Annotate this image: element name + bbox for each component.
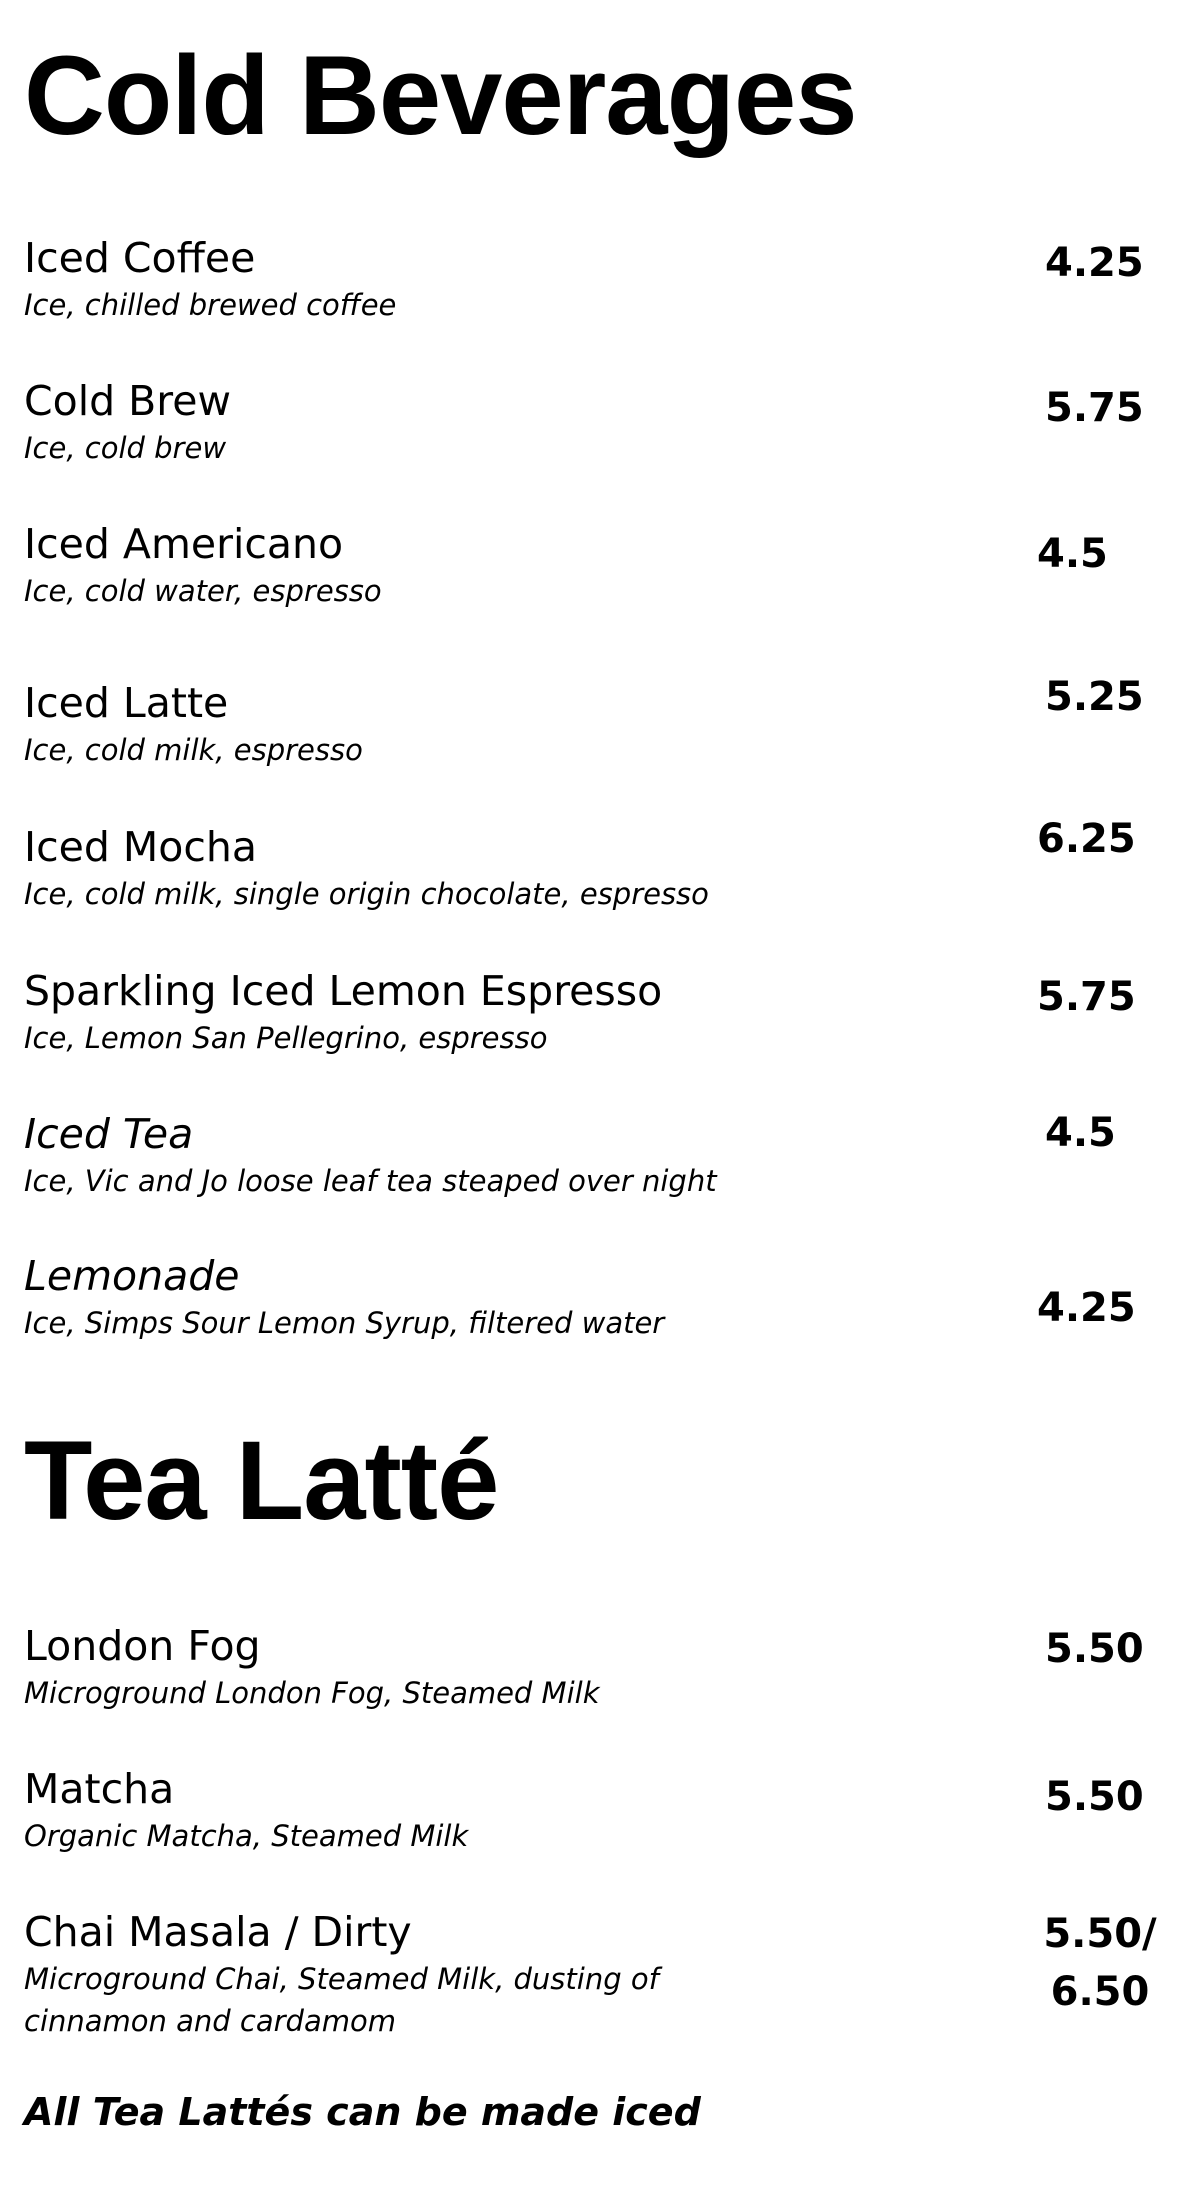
item-name: Lemonade <box>24 1252 240 1300</box>
menu-item-chai-masala-dirty <box>24 1908 1164 2042</box>
item-name: Iced Mocha <box>24 823 258 871</box>
item-name: Iced Tea <box>24 1110 194 1158</box>
item-name: Sparkling Iced Lemon Espresso <box>24 967 663 1015</box>
menu-item-lemonade <box>24 1252 1164 1344</box>
item-price: 5.75 <box>1045 385 1144 431</box>
item-price: 4.5 <box>1037 531 1108 577</box>
item-name: Matcha <box>24 1765 175 1813</box>
item-name: Cold Brew <box>24 377 232 425</box>
item-price: 5.75 <box>1037 974 1136 1020</box>
item-name: London Fog <box>24 1622 261 1670</box>
item-price: 5.50 <box>1045 1626 1144 1672</box>
menu-item-iced-americano <box>24 520 1164 612</box>
item-price: 4.25 <box>1037 1285 1136 1331</box>
item-description: Ice, cold milk, espresso <box>24 733 363 767</box>
menu-item-sparkling-iced-lemon-espresso <box>24 967 1164 1059</box>
section-title-tea-latte: Tea Latté <box>24 1418 499 1543</box>
item-description: Ice, cold milk, single origin chocolate, espresso <box>24 877 709 911</box>
menu-item-iced-tea <box>24 1110 1164 1202</box>
item-price: 5.50 <box>1045 1774 1144 1820</box>
item-name: Iced Americano <box>24 520 344 568</box>
item-description: Microground Chai, Steamed Milk, dusting of cinnamon and cardamom <box>24 1962 659 2038</box>
item-name: Chai Masala / Dirty <box>24 1908 412 1956</box>
item-description: Ice, cold brew <box>24 431 227 465</box>
item-price: 4.25 <box>1045 240 1144 286</box>
footnote: All Tea Lattés can be made iced <box>24 2090 701 2134</box>
item-price: 5.25 <box>1045 674 1144 720</box>
item-name: Iced Coffee <box>24 234 256 282</box>
menu-item-matcha <box>24 1765 1164 1857</box>
menu-item-iced-latte <box>24 679 1164 771</box>
menu-item-iced-coffee <box>24 234 1164 326</box>
section-title-cold-beverages: Cold Beverages <box>24 33 857 158</box>
item-description: Ice, chilled brewed coffee <box>24 288 397 322</box>
item-description: Microground London Fog, Steamed Milk <box>24 1676 600 1710</box>
item-description: Ice, Lemon San Pellegrino, espresso <box>24 1021 548 1055</box>
menu-item-london-fog <box>24 1622 1164 1714</box>
item-price: 5.50/ 6.50 <box>1043 1911 1157 2015</box>
item-description: Ice, Vic and Jo loose leaf tea steaped over night <box>24 1164 717 1198</box>
item-description: Ice, Simps Sour Lemon Syrup, filtered water <box>24 1306 665 1340</box>
item-description: Ice, cold water, espresso <box>24 574 382 608</box>
item-price: 4.5 <box>1045 1110 1116 1156</box>
item-price: 6.25 <box>1037 816 1136 862</box>
item-name: Iced Latte <box>24 679 229 727</box>
menu-item-cold-brew <box>24 377 1164 469</box>
menu-item-iced-mocha <box>24 823 1164 915</box>
item-description: Organic Matcha, Steamed Milk <box>24 1819 469 1853</box>
